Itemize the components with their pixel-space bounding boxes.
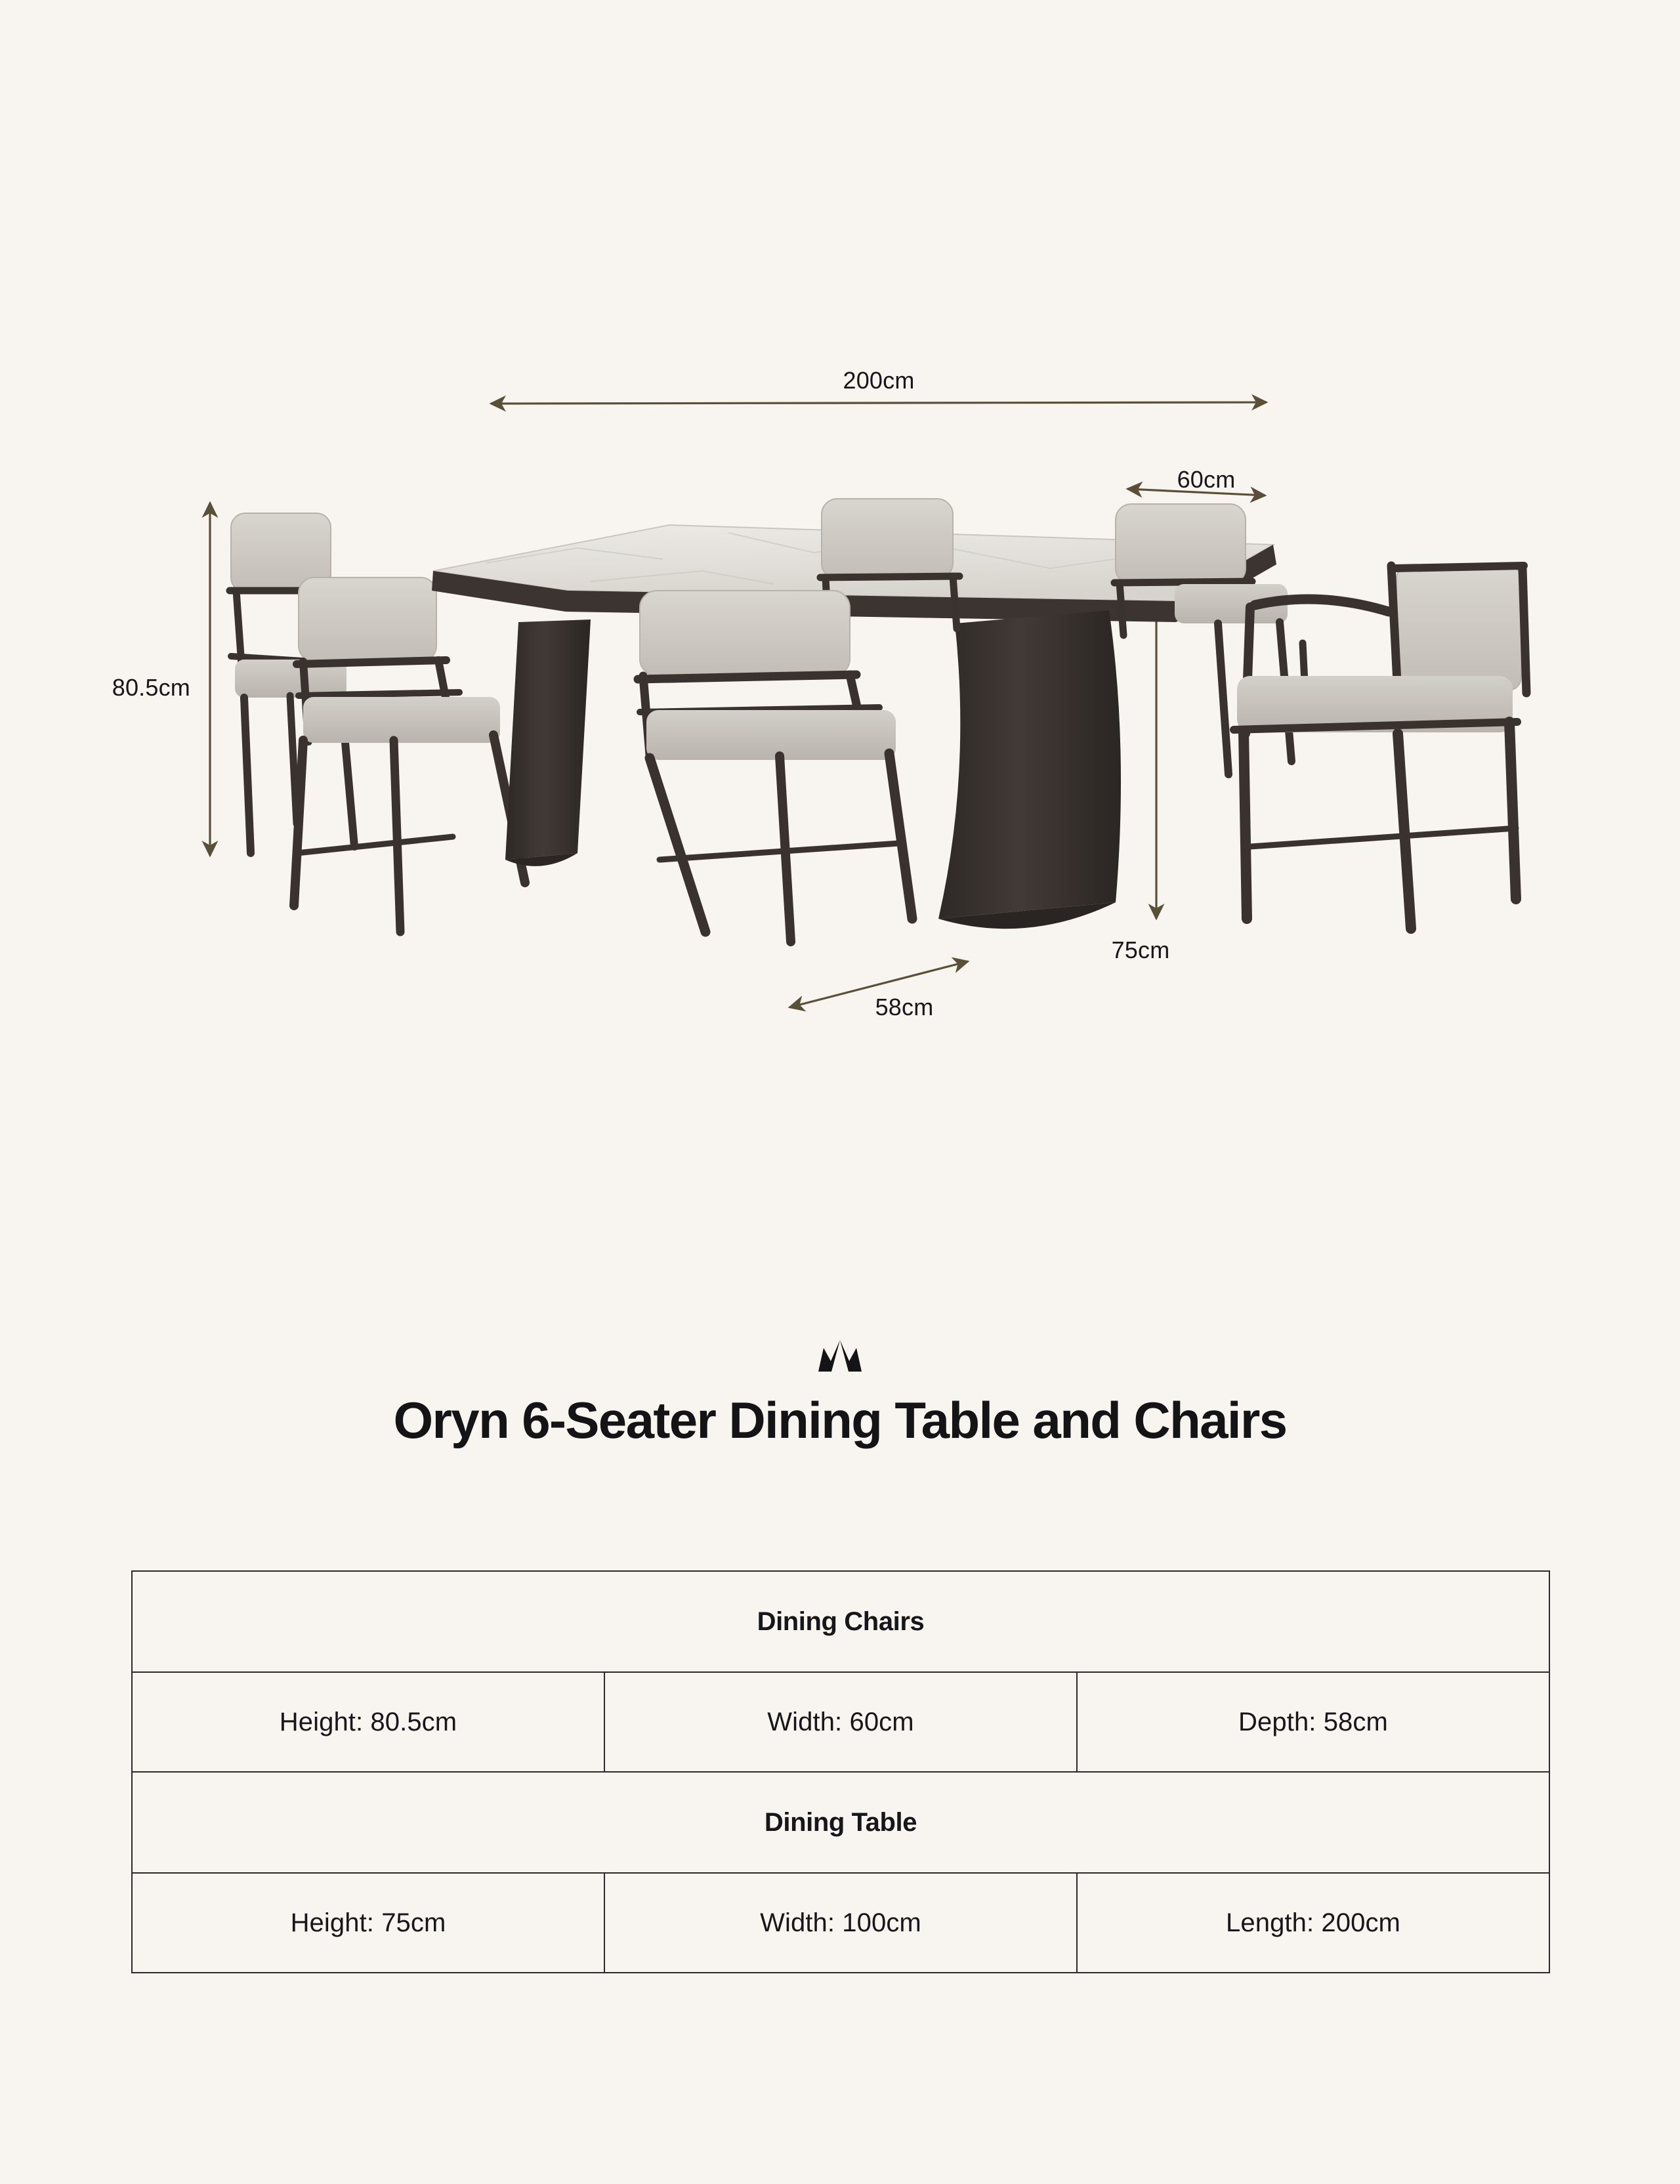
dimension-table-length [491, 367, 1267, 404]
dining-set-illustration [230, 499, 1526, 942]
brand-block [0, 1339, 1680, 1448]
chair-front-middle [638, 591, 912, 942]
chair-front-left [294, 578, 525, 932]
table-length-cell: Length: 200cm [1077, 1873, 1549, 1973]
section-heading-dining-table: Dining Table [132, 1772, 1549, 1873]
chair-back-left [230, 513, 354, 853]
dimension-chair-depth [789, 961, 968, 1020]
dimension-label-chair-depth: 58cm [875, 994, 934, 1020]
dimension-chair-height [112, 503, 210, 856]
dimension-label-table-length: 200cm [843, 367, 915, 394]
table-row-table-values [132, 1873, 1549, 1973]
table-row-table-heading [132, 1772, 1549, 1873]
table-row-chairs-values [132, 1672, 1549, 1772]
specifications-table [131, 1570, 1550, 1973]
dimension-label-chair-width: 60cm [1177, 466, 1236, 493]
chair-depth-cell: Depth: 58cm [1077, 1672, 1549, 1772]
crown-icon [812, 1339, 868, 1376]
table-row-chairs-heading [132, 1571, 1549, 1672]
chair-height-cell: Height: 80.5cm [132, 1672, 604, 1772]
dimension-label-table-height: 75cm [1111, 936, 1170, 963]
dimension-chair-width [1127, 466, 1265, 495]
table-height-cell: Height: 75cm [132, 1873, 604, 1973]
chair-width-cell: Width: 60cm [604, 1672, 1077, 1772]
section-heading-dining-chairs: Dining Chairs [132, 1571, 1549, 1672]
page-title: Oryn 6-Seater Dining Table and Chairs [393, 1391, 1287, 1449]
dimension-label-chair-height: 80.5cm [112, 674, 190, 701]
table-width-cell: Width: 100cm [604, 1873, 1077, 1973]
